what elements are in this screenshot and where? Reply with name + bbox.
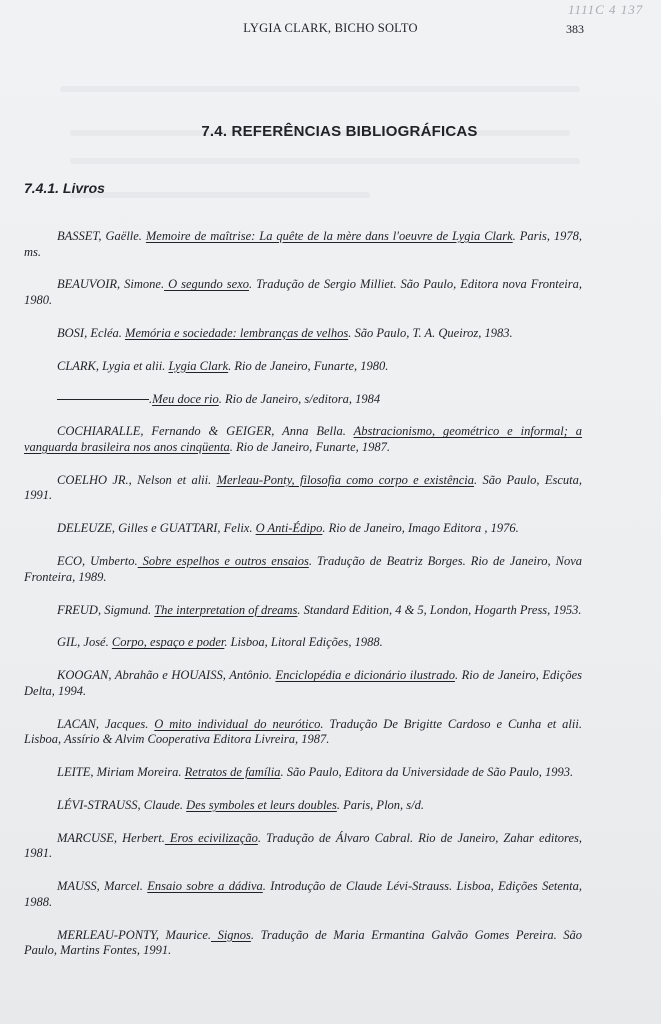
reference-author: DELEUZE, Gilles e GUATTARI, Felix. [57, 521, 256, 536]
running-head: LYGIA CLARK, BICHO SOLTO [243, 21, 418, 35]
reference-author: LÉVI-STRAUSS, Claude. [57, 797, 187, 812]
reference-details: . Rio de Janeiro, s/editora, 1984 [218, 391, 381, 406]
reference-details: . Tradução de Maria Ermantina Galvão Gomes Pereira. São Paulo, Martins Fontes, 1991. [24, 927, 582, 958]
reference-title: Lygia Clark [168, 358, 229, 373]
reference-entry [24, 928, 582, 959]
reference-entry [24, 424, 582, 455]
reference-entry [24, 473, 582, 504]
reference-details: . Paris, 1978, ms. [24, 229, 583, 259]
reference-details: . Standard Edition, 4 & 5, London, Hogarth Press, 1953. [297, 602, 582, 617]
reference-author: LACAN, Jacques. [57, 716, 155, 731]
reference-author: FREUD, Sigmund. [57, 602, 155, 617]
reference-author: BEAUVOIR, Simone. [57, 277, 165, 292]
reference-title: Memoire de maîtrise: La quête de la mère dans l'oeuvre de Lygia Clark [145, 229, 513, 243]
reference-entry [24, 879, 582, 910]
reference-entry [24, 765, 582, 781]
reference-details: . São Paulo, T. A. Queiroz, 1983. [348, 325, 513, 340]
reference-author: BASSET, Gaëlle. [57, 229, 146, 243]
reference-title: Abstracionismo, geométrico e informal; a vanguarda brasileira nos anos cinqüenta [24, 424, 583, 454]
reference-title: Retratos de família [184, 765, 281, 780]
reference-author: COCHIARALLE, Fernando & GEIGER, Anna Bella. [57, 424, 354, 439]
pencil-annotation: 1111C 4 137 [568, 2, 644, 17]
reference-details: . Paris, Plon, s/d. [336, 797, 425, 812]
reference-title: Memória e sociedade: lembranças de velhos [125, 325, 349, 340]
reference-author: MERLEAU-PONTY, Maurice. [57, 927, 212, 942]
page-number: 383 [566, 22, 584, 36]
bleed-through [70, 192, 370, 198]
reference-details: . Tradução de Sergio Milliet. São Paulo, Editora nova Fronteira, 1980. [24, 277, 582, 307]
reference-title: The interpretation of dreams [154, 602, 298, 617]
reference-entry [24, 603, 582, 619]
reference-title: Signos [211, 927, 251, 942]
reference-entry [24, 717, 582, 748]
reference-entry [24, 521, 582, 537]
reference-title: Sobre espelhos e outros ensaios [137, 554, 309, 569]
reference-entry [24, 326, 582, 342]
reference-title: O segundo sexo [164, 277, 249, 292]
reference-details: . Rio de Janeiro, Funarte, 1980. [228, 358, 389, 373]
reference-author: CLARK, Lygia et alii. [57, 358, 169, 373]
reference-details: . São Paulo, Editora da Universidade de São Paulo, 1993. [280, 765, 574, 780]
reference-entry [24, 635, 582, 651]
reference-title: Corpo, espaço e poder [111, 635, 225, 650]
reference-list [24, 229, 582, 976]
reference-entry: .Meu doce rio. Rio de Janeiro, s/editora, 1984 [24, 392, 582, 408]
reference-entry [24, 277, 582, 308]
reference-title: Meu doce rio [152, 391, 219, 406]
reference-details: . São Paulo, Escuta, 1991. [24, 472, 582, 503]
reference-details: . Rio de Janeiro, Edições Delta, 1994. [24, 668, 582, 698]
reference-details: . Tradução De Brigitte Cardoso e Cunha et alii. Lisboa, Assírio & Alvim Cooperativa Editora Livreira, 1987. [24, 716, 582, 747]
subsection-title: 7.4.1. Livros [24, 180, 105, 196]
reference-author: LEITE, Miriam Moreira. [57, 765, 185, 780]
reference-title: Enciclopédia e dicionário ilustrado [275, 668, 455, 683]
reference-entry [24, 554, 582, 585]
reference-details: . Introdução de Claude Lévi-Strauss. Lisboa, Edições Setenta, 1988. [24, 879, 582, 909]
reference-author: MARCUSE, Herbert. [57, 830, 165, 845]
reference-title: O mito individual do neurótico [154, 716, 321, 731]
reference-title: Ensaio sobre a dádiva [147, 879, 263, 894]
reference-details: . Lisboa, Litoral Edições, 1988. [224, 635, 383, 650]
reference-entry [24, 798, 582, 814]
section-title: 7.4. REFERÊNCIAS BIBLIOGRÁFICAS [201, 123, 478, 140]
reference-title: Des symboles et leurs doubles [186, 797, 337, 812]
reference-details: . Tradução de Beatriz Borges. Rio de Janeiro, Nova Fronteira, 1989. [24, 554, 582, 584]
reference-author: BOSI, Ecléa. [57, 325, 126, 340]
reference-entry [24, 831, 582, 862]
reference-title: Eros ecivilização [164, 830, 258, 845]
reference-entry [24, 359, 582, 375]
reference-details: . Rio de Janeiro, Funarte, 1987. [229, 439, 391, 454]
reference-details: . Tradução de Álvaro Cabral. Rio de Janeiro, Zahar editores, 1981. [24, 830, 582, 861]
reference-title: O Anti-Édipo [255, 521, 323, 536]
reference-title: Merleau-Ponty, filosofia como corpo e existência [216, 472, 475, 487]
bleed-through [60, 86, 580, 92]
reference-author: ECO, Umberto. [57, 554, 138, 569]
reference-entry [24, 668, 582, 699]
reference-details: . Rio de Janeiro, Imago Editora , 1976. [322, 521, 519, 536]
bleed-through [70, 158, 580, 164]
author-repeat-line [57, 399, 149, 400]
reference-author: GIL, José. [57, 635, 112, 650]
reference-author: MAUSS, Marcel. [57, 879, 148, 894]
reference-entry [24, 229, 582, 260]
reference-author: COELHO JR., Nelson et alii. [57, 472, 217, 487]
reference-author: KOOGAN, Abrahão e HOUAISS, Antônio. [57, 668, 276, 683]
